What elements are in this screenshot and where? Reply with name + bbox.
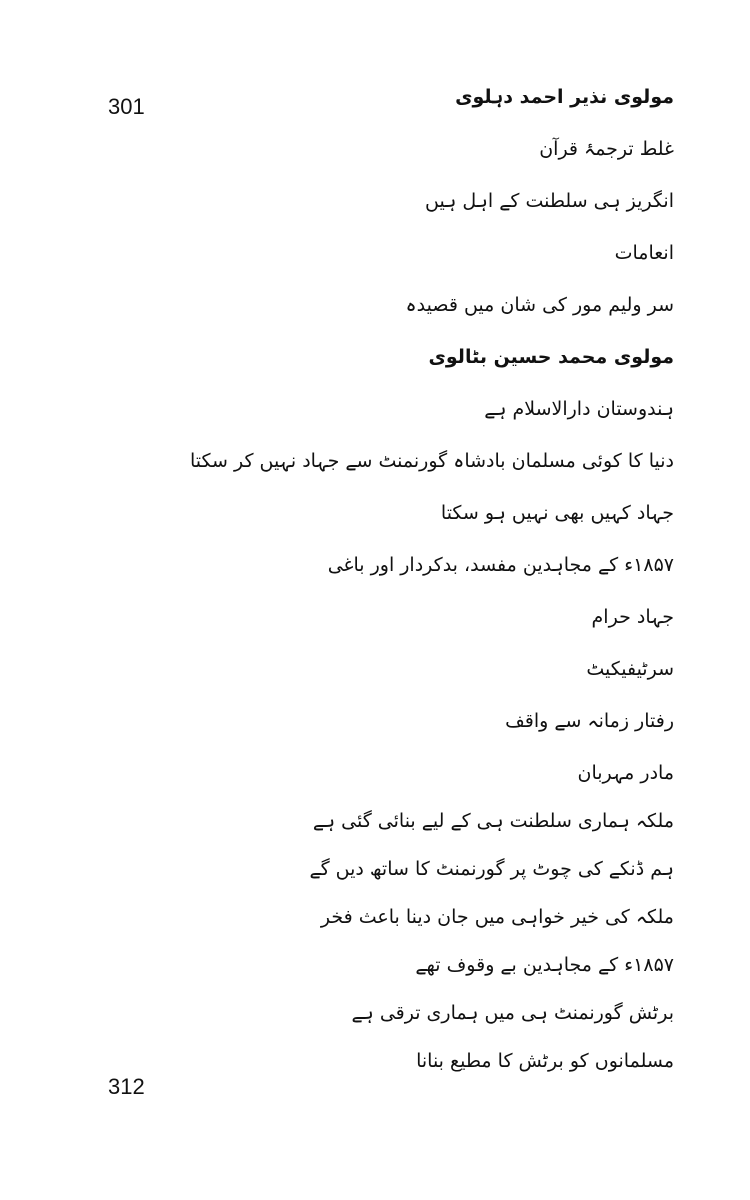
list-item: ملکہ ہماری سلطنت ہی کے لیے بنائی گئی ہے <box>312 810 674 832</box>
section-heading-nazir-ahmad: مولوی نذیر احمد دہلوی <box>455 86 674 108</box>
contents-list <box>154 86 674 1098</box>
list-item: ۱۸۵۷ء کے مجاہدین مفسد، بدکردار اور باغی <box>327 554 674 576</box>
list-item: مادر مہربان <box>577 762 674 784</box>
list-item: ہندوستان دارالاسلام ہے <box>484 398 674 420</box>
list-item: دنیا کا کوئی مسلمان بادشاہ گورنمنٹ سے جہاد نہیں کر سکتا <box>190 450 674 472</box>
list-item: برٹش گورنمنٹ ہی میں ہماری ترقی ہے <box>351 1002 674 1024</box>
page-number-top: 301 <box>108 94 145 119</box>
list-item: انعامات <box>614 242 674 264</box>
page-number-bottom: 312 <box>108 1074 145 1099</box>
list-item: انگریز ہی سلطنت کے اہل ہیں <box>425 190 674 212</box>
list-item: ۱۸۵۷ء کے مجاہدین بے وقوف تھے <box>415 954 674 976</box>
list-item: ملکہ کی خیر خواہی میں جان دینا باعث فخر <box>320 906 674 928</box>
list-item: سرٹیفیکیٹ <box>586 658 674 680</box>
list-item: سر ولیم مور کی شان میں قصیدہ <box>405 294 674 316</box>
list-item: غلط ترجمۂ قرآن <box>539 138 674 160</box>
section-heading-batalvi: مولوی محمد حسین بٹالوی <box>428 346 674 368</box>
list-item: رفتار زمانہ سے واقف <box>505 710 674 732</box>
list-item: جہاد کہیں بھی نہیں ہو سکتا <box>440 502 674 524</box>
list-item: جہاد حرام <box>591 606 674 628</box>
list-item: ہم ڈنکے کی چوٹ پر گورنمنٹ کا ساتھ دیں گے <box>309 858 674 880</box>
list-item: مسلمانوں کو برٹش کا مطیع بنانا <box>416 1050 674 1072</box>
